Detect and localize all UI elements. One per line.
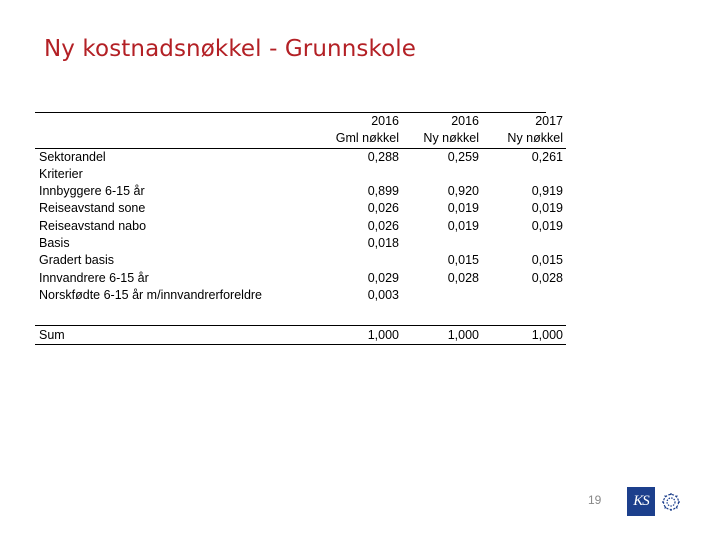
table-cell: 0,026	[367, 218, 399, 233]
row-label: Basis	[39, 236, 70, 251]
table-cell: 0,288	[367, 149, 399, 164]
table-cell: 0,015	[531, 253, 563, 268]
header-cell: 2016	[451, 114, 479, 128]
table-cell	[482, 235, 566, 252]
table-cell: 0,019	[447, 218, 479, 233]
header-cell: Ny nøkkel	[402, 130, 482, 148]
table-cell: 0,261	[531, 149, 563, 164]
header-cell	[35, 130, 322, 148]
ks-logo	[627, 487, 685, 516]
cost-key-table	[35, 112, 563, 345]
sum-row	[35, 326, 566, 345]
table-row	[35, 218, 566, 235]
table-row	[35, 183, 566, 200]
table-cell: 0,019	[531, 201, 563, 216]
row-label: Kriterier	[39, 166, 83, 181]
table-cell: 0,019	[447, 201, 479, 216]
sum-cell: 1,000	[402, 326, 482, 345]
row-label: Innvandrere 6-15 år	[39, 270, 149, 285]
table-cell	[402, 166, 482, 183]
table-cell: 0,028	[531, 270, 563, 285]
row-label: Sektorandel	[39, 149, 106, 164]
row-label: Reiseavstand sone	[39, 201, 146, 216]
table-cell: 0,003	[367, 287, 399, 302]
table-cell: 0,899	[367, 184, 399, 199]
table-row	[35, 148, 566, 166]
row-label: Norskfødte 6-15 år m/innvandrerforeldre	[39, 287, 263, 302]
header-cell: Ny nøkkel	[482, 130, 566, 148]
table-row	[35, 252, 566, 269]
spacer-row	[35, 304, 566, 326]
header-cell: 2017	[535, 114, 563, 128]
table-cell: 0,026	[367, 201, 399, 216]
table-cell	[402, 235, 482, 252]
table-cell: 0,919	[531, 184, 563, 199]
ks-logo-box: KS	[627, 487, 655, 516]
table-cell	[322, 252, 402, 269]
header-row-year	[35, 113, 566, 130]
header-cell: 2016	[371, 114, 399, 128]
header-cell	[35, 113, 322, 130]
header-row-key	[35, 130, 566, 148]
table-cell: 0,920	[447, 184, 479, 199]
table-cell: 0,259	[447, 149, 479, 164]
table-cell	[482, 166, 566, 183]
table-row	[35, 287, 566, 304]
table-row	[35, 166, 566, 183]
table-cell: 0,018	[367, 236, 399, 251]
table-cell	[482, 287, 566, 304]
ks-emblem-icon	[660, 491, 682, 513]
sum-cell: 1,000	[322, 326, 402, 345]
sum-label: Sum	[35, 326, 322, 345]
table-cell: 0,015	[447, 253, 479, 268]
row-label: Reiseavstand nabo	[39, 218, 147, 233]
row-label: Innbyggere 6-15 år	[39, 184, 145, 199]
row-label: Gradert basis	[39, 253, 115, 268]
table-cell	[402, 287, 482, 304]
page-number: 19	[588, 493, 602, 507]
header-cell: Gml nøkkel	[322, 130, 402, 148]
table-cell: 0,029	[367, 270, 399, 285]
table-cell: 0,019	[531, 218, 563, 233]
table-cell	[322, 166, 402, 183]
table-cell: 0,028	[447, 270, 479, 285]
table-row	[35, 270, 566, 287]
table-row	[35, 200, 566, 217]
slide-title: Ny kostnadsnøkkel - Grunnskole	[44, 36, 416, 62]
table-row	[35, 235, 566, 252]
sum-cell: 1,000	[482, 326, 566, 345]
